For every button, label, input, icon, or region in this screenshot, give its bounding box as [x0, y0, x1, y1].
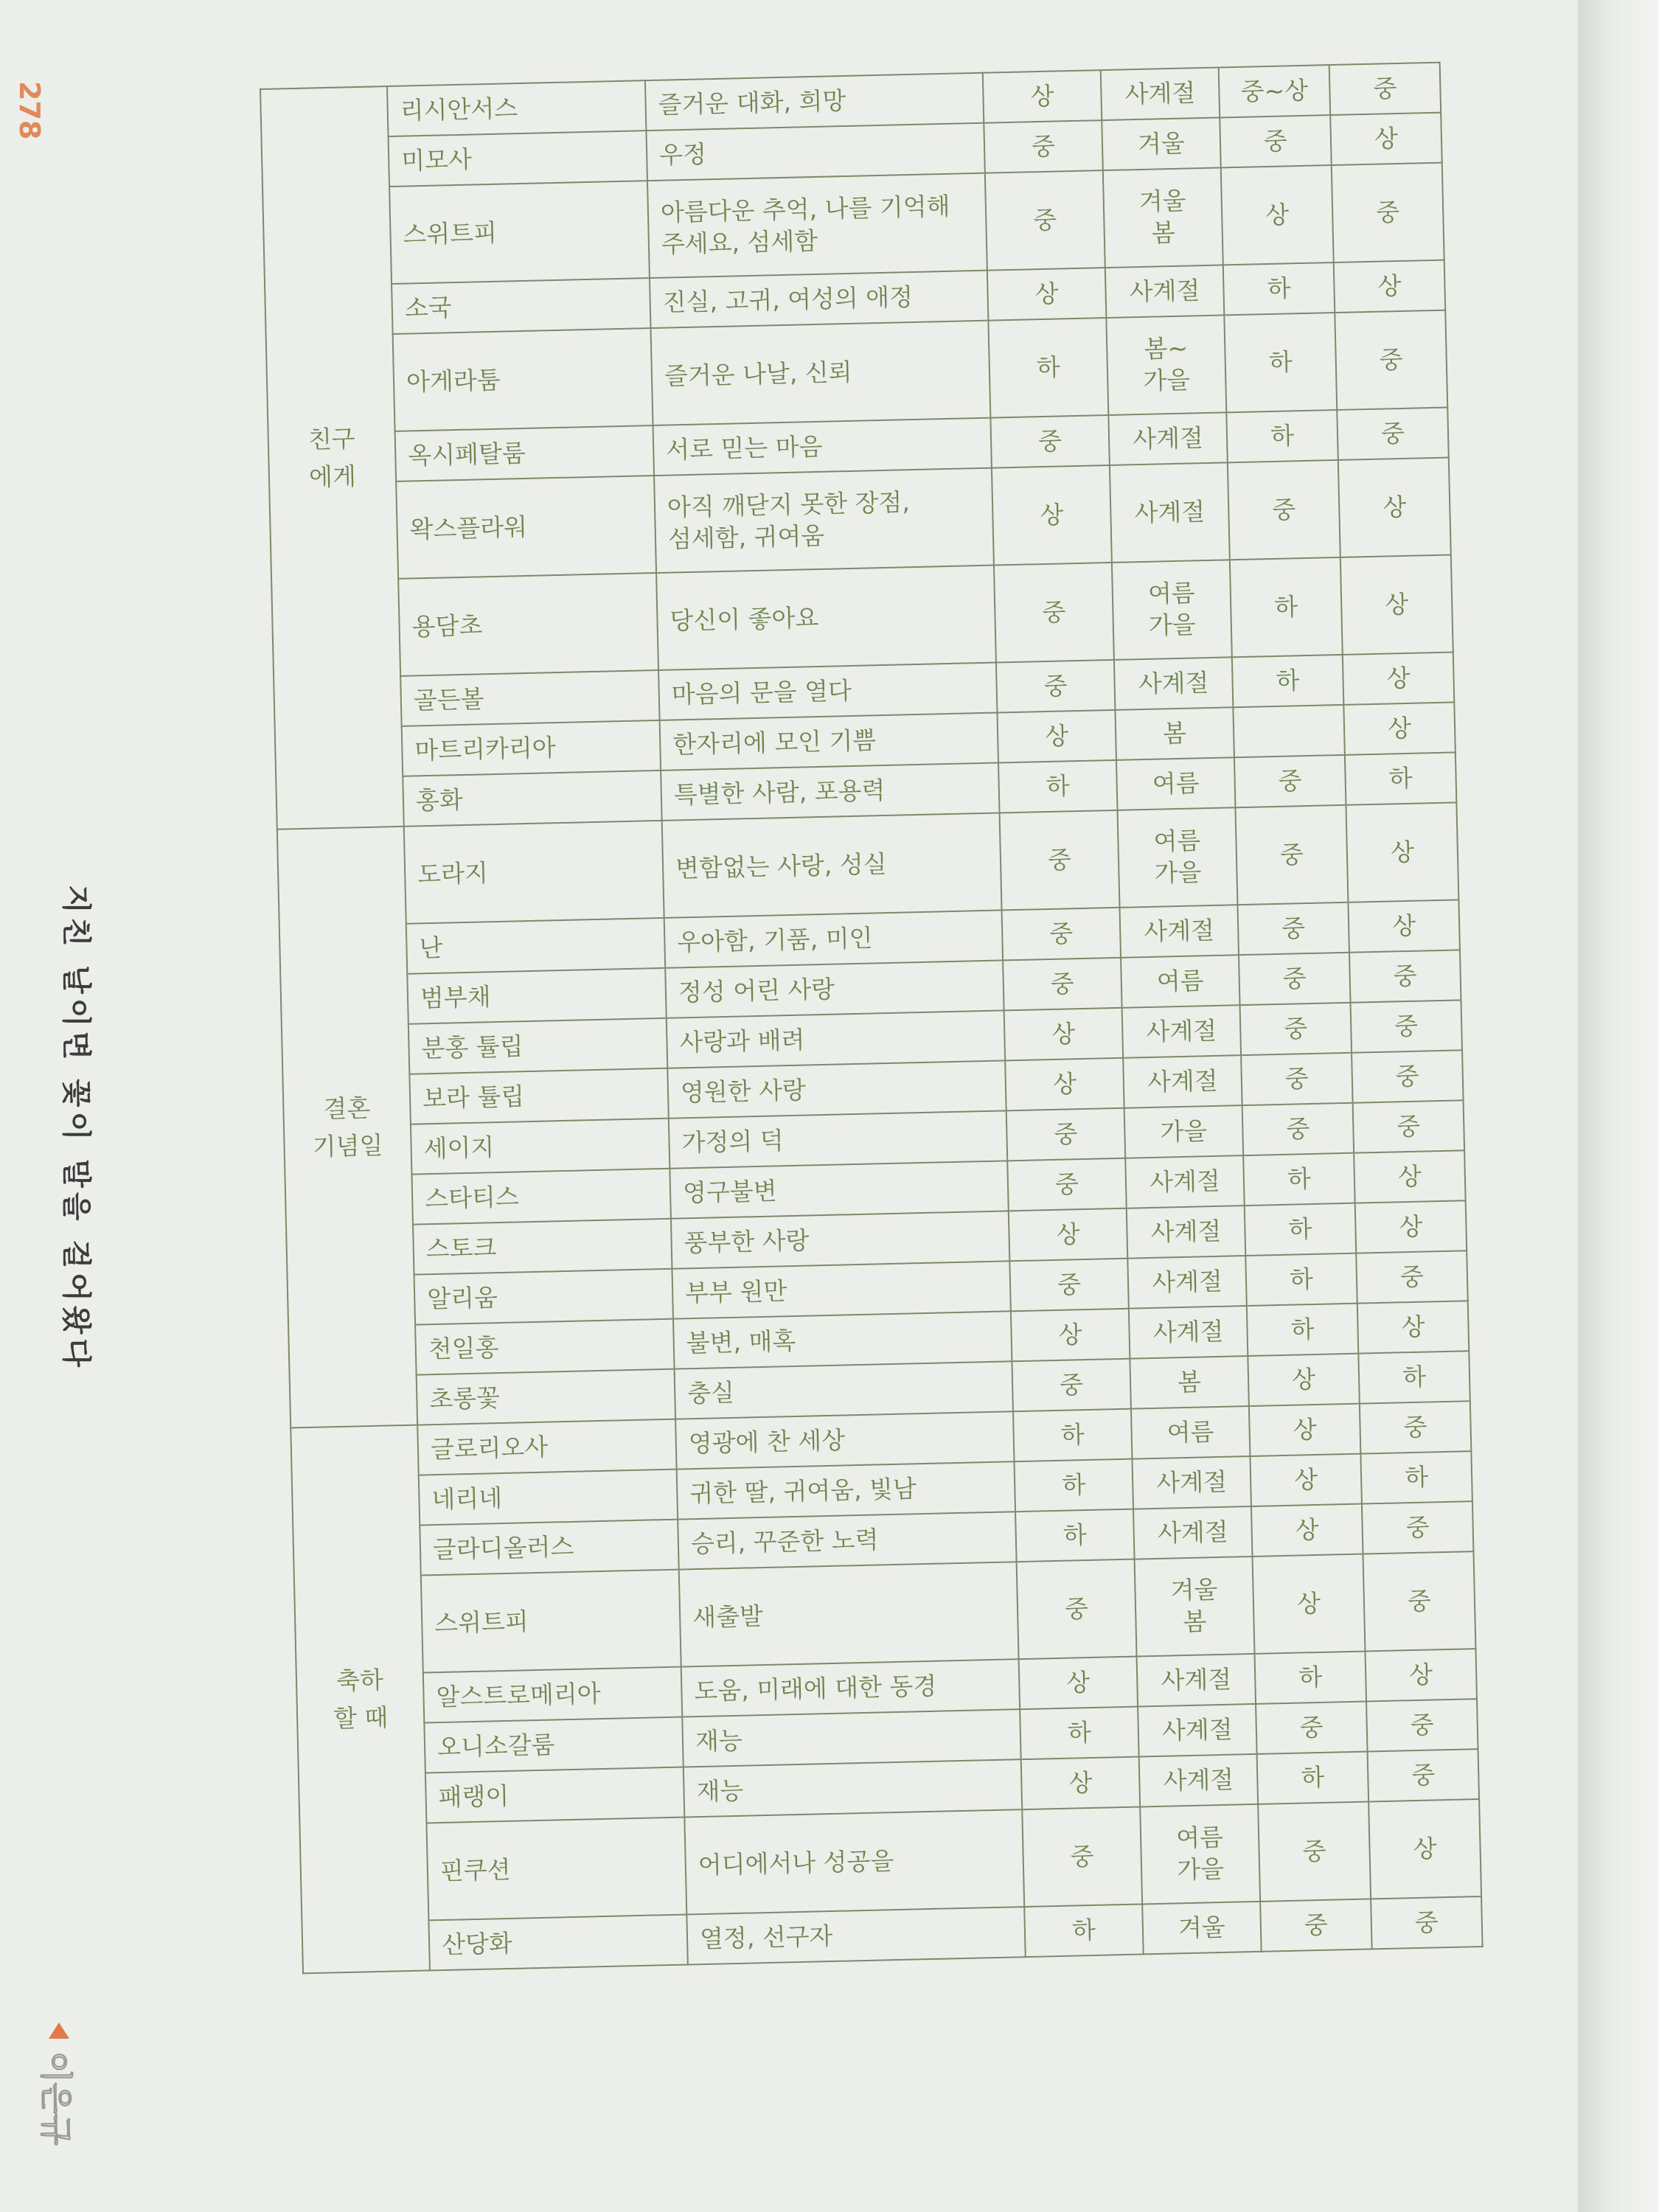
season-cell: 봄	[1115, 707, 1234, 760]
flower-name-cell: 스토크	[413, 1219, 672, 1275]
flower-name-cell: 글라디올러스	[420, 1520, 678, 1576]
season-cell: 여름	[1131, 1406, 1251, 1459]
rating-d-cell: 중	[1332, 163, 1444, 262]
flower-meaning-cell: 우정	[646, 123, 984, 181]
flower-meaning-cell: 불변, 매혹	[673, 1311, 1012, 1368]
flower-name-cell: 난	[406, 918, 665, 974]
flower-name-cell: 미모사	[389, 131, 647, 187]
rating-c-cell: 중	[1220, 115, 1332, 167]
rating-c-cell: 중	[1239, 953, 1351, 1005]
season-cell: 겨울 봄	[1135, 1557, 1255, 1657]
flower-table	[260, 62, 1482, 1975]
rating-c-cell: 중~상	[1219, 65, 1331, 117]
flower-name-cell: 핀쿠션	[426, 1818, 686, 1921]
flower-name-cell: 네리네	[419, 1470, 678, 1526]
flower-meaning-cell: 진실, 고귀, 여성의 애정	[650, 271, 988, 328]
rating-d-cell: 상	[1343, 652, 1455, 704]
rating-d-cell: 중	[1362, 1501, 1474, 1554]
season-cell: 사계절	[1114, 657, 1234, 710]
rating-d-cell: 상	[1357, 1301, 1470, 1353]
rating-c-cell: 상	[1251, 1504, 1363, 1557]
season-cell: 사계절	[1110, 462, 1230, 563]
rating-d-cell: 상	[1343, 702, 1455, 754]
flower-name-cell: 소국	[392, 278, 650, 334]
rating-c-cell: 중	[1258, 1801, 1371, 1901]
rating-a-cell: 상	[1004, 1008, 1124, 1061]
season-cell: 봄	[1130, 1356, 1249, 1409]
flower-meaning-cell: 어디에서나 성공을	[684, 1809, 1024, 1914]
rating-d-cell: 하	[1358, 1351, 1470, 1403]
rating-d-cell: 중	[1366, 1699, 1478, 1751]
rating-d-cell: 중	[1356, 1251, 1468, 1303]
season-cell: 사계절	[1132, 1456, 1251, 1509]
flower-meaning-cell: 아직 깨닫지 못한 장점, 섬세함, 귀여움	[654, 468, 994, 573]
season-cell: 사계절	[1139, 1754, 1259, 1807]
rating-a-cell: 상	[997, 710, 1116, 763]
rating-c-cell: 하	[1232, 655, 1344, 707]
flower-meaning-cell: 서로 믿는 마음	[653, 418, 992, 476]
rating-a-cell: 중	[1022, 1807, 1142, 1907]
rating-d-cell: 중	[1329, 63, 1441, 115]
flower-meaning-cell: 특별한 사람, 포용력	[661, 763, 999, 821]
rating-a-cell: 상	[987, 268, 1107, 321]
flower-meaning-cell: 열정, 선구자	[686, 1907, 1025, 1964]
author-name: 이은규	[37, 2051, 74, 2146]
rating-d-cell: 중	[1351, 1000, 1463, 1052]
season-cell: 사계절	[1125, 1155, 1245, 1208]
rating-c-cell: 하	[1223, 262, 1335, 315]
rating-d-cell: 상	[1355, 1200, 1467, 1253]
flower-meaning-cell: 아름다운 추억, 나를 기억해 주세요, 섬세함	[647, 173, 987, 278]
flower-name-cell: 산당화	[428, 1914, 687, 1970]
flower-meaning-cell: 영광에 찬 세상	[675, 1411, 1014, 1469]
rating-c-cell: 하	[1224, 313, 1337, 412]
rating-a-cell: 중	[996, 660, 1116, 713]
rating-d-cell: 중	[1337, 408, 1449, 460]
rating-c-cell: 상	[1248, 1354, 1360, 1406]
rating-a-cell: 중	[994, 563, 1114, 663]
season-cell: 여름 가을	[1140, 1804, 1260, 1905]
group-label-cell: 친구 에게	[260, 86, 404, 830]
season-cell: 사계절	[1137, 1654, 1256, 1707]
rating-c-cell: 상	[1221, 165, 1334, 265]
author-mark	[35, 2020, 83, 2146]
table-body	[260, 63, 1483, 1974]
rating-a-cell: 상	[992, 465, 1112, 566]
flower-meaning-cell: 가정의 덕	[669, 1110, 1007, 1168]
rating-d-cell: 상	[1334, 260, 1446, 313]
flower-meaning-cell: 즐거운 대화, 희망	[645, 73, 984, 131]
season-cell: 사계절	[1108, 412, 1228, 465]
rating-a-cell: 중	[1000, 810, 1120, 911]
flower-meaning-table	[260, 62, 1484, 1975]
rating-a-cell: 하	[1024, 1904, 1144, 1957]
rating-a-cell: 상	[1009, 1208, 1128, 1262]
rating-d-cell: 중	[1349, 950, 1461, 1002]
rating-c-cell: 중	[1237, 902, 1349, 955]
rating-c-cell: 하	[1255, 1652, 1367, 1704]
group-label-cell: 축하 할 때	[291, 1425, 430, 1974]
season-cell: 사계절	[1127, 1256, 1247, 1309]
flower-meaning-cell: 재능	[682, 1709, 1020, 1767]
rating-a-cell: 하	[1020, 1707, 1139, 1760]
season-cell: 겨울	[1142, 1902, 1262, 1955]
flower-name-cell: 스위트피	[389, 181, 650, 284]
rating-d-cell: 상	[1368, 1799, 1481, 1899]
rating-c-cell: 하	[1245, 1253, 1357, 1306]
rating-d-cell: 상	[1338, 458, 1451, 557]
season-cell: 사계절	[1123, 1055, 1242, 1108]
flower-name-cell: 리시안서스	[387, 80, 646, 136]
flower-meaning-cell: 마음의 문을 열다	[658, 663, 997, 720]
group-label-cell: 결혼 기념일	[277, 827, 417, 1428]
flower-name-cell: 알스트로메리아	[423, 1667, 682, 1723]
flower-name-cell: 용담초	[398, 573, 658, 676]
rating-c-cell: 상	[1250, 1454, 1362, 1506]
season-cell: 사계절	[1122, 1005, 1242, 1058]
rating-c-cell: 하	[1243, 1153, 1355, 1206]
flower-meaning-cell: 사랑과 배려	[667, 1010, 1005, 1068]
flower-name-cell: 스위트피	[421, 1570, 681, 1673]
season-cell: 사계절	[1138, 1704, 1257, 1757]
flower-meaning-cell: 영구불변	[669, 1161, 1008, 1218]
rating-a-cell: 하	[998, 760, 1118, 813]
flower-name-cell: 패랭이	[425, 1767, 684, 1823]
flower-name-cell: 마트리카리아	[402, 720, 661, 776]
flower-meaning-cell: 우아함, 기품, 미인	[664, 910, 1003, 967]
rating-a-cell: 중	[1006, 1108, 1126, 1161]
rating-d-cell: 상	[1348, 900, 1460, 952]
rating-d-cell: 중	[1371, 1896, 1483, 1949]
flower-meaning-cell: 변함없는 사랑, 성실	[662, 813, 1002, 917]
flower-meaning-cell: 승리, 꾸준한 노력	[678, 1512, 1016, 1569]
rating-c-cell: 중	[1228, 460, 1340, 560]
rating-a-cell: 중	[1007, 1158, 1127, 1211]
rating-c-cell: 중	[1240, 1003, 1352, 1055]
rating-d-cell: 상	[1346, 802, 1458, 902]
season-cell: 사계절	[1120, 905, 1239, 958]
season-cell: 사계절	[1127, 1206, 1246, 1259]
rating-a-cell: 중	[1017, 1559, 1137, 1660]
season-cell: 봄~ 가을	[1106, 315, 1226, 415]
rating-d-cell: 상	[1330, 113, 1442, 165]
rating-a-cell: 중	[984, 120, 1103, 173]
page-number: 278	[13, 81, 46, 140]
rating-a-cell: 중	[990, 415, 1110, 468]
running-title: 지친 날이면 꽃이 말을 걸어왔다	[59, 885, 94, 1372]
rating-c-cell: 하	[1257, 1751, 1369, 1804]
season-cell: 사계절	[1105, 265, 1225, 318]
rating-c-cell	[1233, 705, 1345, 757]
flower-meaning-cell: 풍부한 사랑	[671, 1211, 1009, 1268]
rating-a-cell: 하	[1015, 1459, 1134, 1512]
flower-name-cell: 골든볼	[400, 670, 659, 726]
flower-meaning-cell: 충실	[675, 1361, 1013, 1419]
rating-d-cell: 하	[1345, 752, 1457, 804]
rating-d-cell: 중	[1360, 1401, 1472, 1453]
flower-name-cell: 아게라툼	[393, 328, 653, 431]
rating-c-cell: 중	[1256, 1702, 1368, 1754]
rating-d-cell: 상	[1365, 1649, 1477, 1701]
flower-meaning-cell: 새출발	[679, 1562, 1019, 1666]
triangle-marker-icon	[49, 2023, 69, 2039]
season-cell: 겨울	[1102, 117, 1221, 170]
flower-meaning-cell: 귀한 딸, 귀여움, 빛남	[677, 1461, 1015, 1519]
rating-a-cell: 상	[1011, 1309, 1130, 1362]
flower-name-cell: 초롱꽃	[417, 1369, 675, 1425]
rating-d-cell: 하	[1360, 1451, 1472, 1503]
flower-name-cell: 오니소갈룸	[424, 1717, 683, 1773]
rating-a-cell: 상	[983, 70, 1102, 123]
page-edge	[1578, 0, 1659, 2212]
rating-d-cell: 중	[1352, 1050, 1464, 1102]
flower-name-cell: 도라지	[404, 821, 664, 924]
flower-meaning-cell: 부부 원만	[672, 1261, 1010, 1318]
rating-c-cell: 중	[1241, 1053, 1353, 1105]
season-cell: 여름	[1116, 757, 1236, 810]
flower-name-cell: 분홍 튤립	[408, 1018, 667, 1074]
season-cell: 여름 가을	[1112, 560, 1232, 660]
rating-c-cell: 하	[1226, 410, 1338, 462]
rating-a-cell: 중	[1002, 908, 1121, 961]
flower-name-cell: 알리움	[414, 1269, 673, 1325]
season-cell: 사계절	[1101, 67, 1220, 120]
rating-c-cell: 하	[1230, 557, 1343, 657]
rating-c-cell: 하	[1247, 1304, 1359, 1356]
flower-name-cell: 스타티스	[411, 1169, 670, 1225]
rating-d-cell: 상	[1354, 1150, 1466, 1203]
rating-a-cell: 하	[1015, 1509, 1135, 1562]
flower-name-cell: 왁스플라워	[396, 476, 656, 579]
season-cell: 겨울 봄	[1103, 167, 1223, 268]
rating-c-cell: 중	[1242, 1103, 1354, 1155]
rating-a-cell: 중	[1009, 1259, 1129, 1312]
flower-name-cell: 보라 튤립	[409, 1068, 668, 1124]
season-cell: 사계절	[1129, 1306, 1248, 1359]
rating-a-cell: 상	[1005, 1058, 1124, 1111]
rating-d-cell: 중	[1353, 1100, 1465, 1152]
flower-name-cell: 홍화	[403, 771, 661, 827]
flower-meaning-cell: 당신이 좋아요	[656, 566, 996, 670]
flower-meaning-cell: 한자리에 모인 기쁨	[660, 713, 998, 771]
flower-name-cell: 옥시페탈룸	[395, 425, 654, 481]
rating-d-cell: 중	[1363, 1551, 1475, 1651]
flower-meaning-cell: 정성 어린 사랑	[665, 960, 1004, 1018]
rating-d-cell: 상	[1340, 555, 1453, 655]
rating-a-cell: 중	[985, 170, 1105, 271]
rating-c-cell: 중	[1234, 755, 1346, 807]
rating-d-cell: 중	[1368, 1749, 1480, 1801]
rating-a-cell: 하	[1013, 1409, 1133, 1462]
rating-a-cell: 하	[988, 318, 1108, 418]
rating-a-cell: 중	[1003, 958, 1122, 1011]
flower-meaning-cell: 즐거운 나날, 신뢰	[651, 321, 991, 425]
rating-a-cell: 상	[1021, 1757, 1141, 1810]
rating-d-cell: 중	[1335, 310, 1447, 410]
flower-meaning-cell: 도움, 미래에 대한 동경	[681, 1659, 1020, 1717]
flower-name-cell: 천일홍	[415, 1319, 674, 1375]
flower-name-cell: 글로리오사	[417, 1419, 676, 1475]
rating-c-cell: 중	[1235, 805, 1348, 905]
flower-meaning-cell: 영원한 사랑	[667, 1060, 1006, 1118]
season-cell: 여름 가을	[1118, 807, 1238, 908]
season-cell: 여름	[1121, 955, 1240, 1008]
season-cell: 사계절	[1133, 1506, 1253, 1559]
rating-c-cell: 상	[1253, 1554, 1366, 1654]
flower-meaning-cell: 재능	[684, 1759, 1022, 1817]
rating-a-cell: 상	[1019, 1657, 1138, 1710]
rating-c-cell: 하	[1245, 1203, 1357, 1256]
rating-c-cell: 상	[1249, 1404, 1361, 1456]
flower-name-cell: 세이지	[411, 1119, 669, 1175]
rating-c-cell: 중	[1260, 1899, 1372, 1951]
flower-name-cell: 범부채	[407, 968, 666, 1024]
rating-a-cell: 중	[1012, 1359, 1131, 1412]
season-cell: 가을	[1124, 1105, 1244, 1158]
